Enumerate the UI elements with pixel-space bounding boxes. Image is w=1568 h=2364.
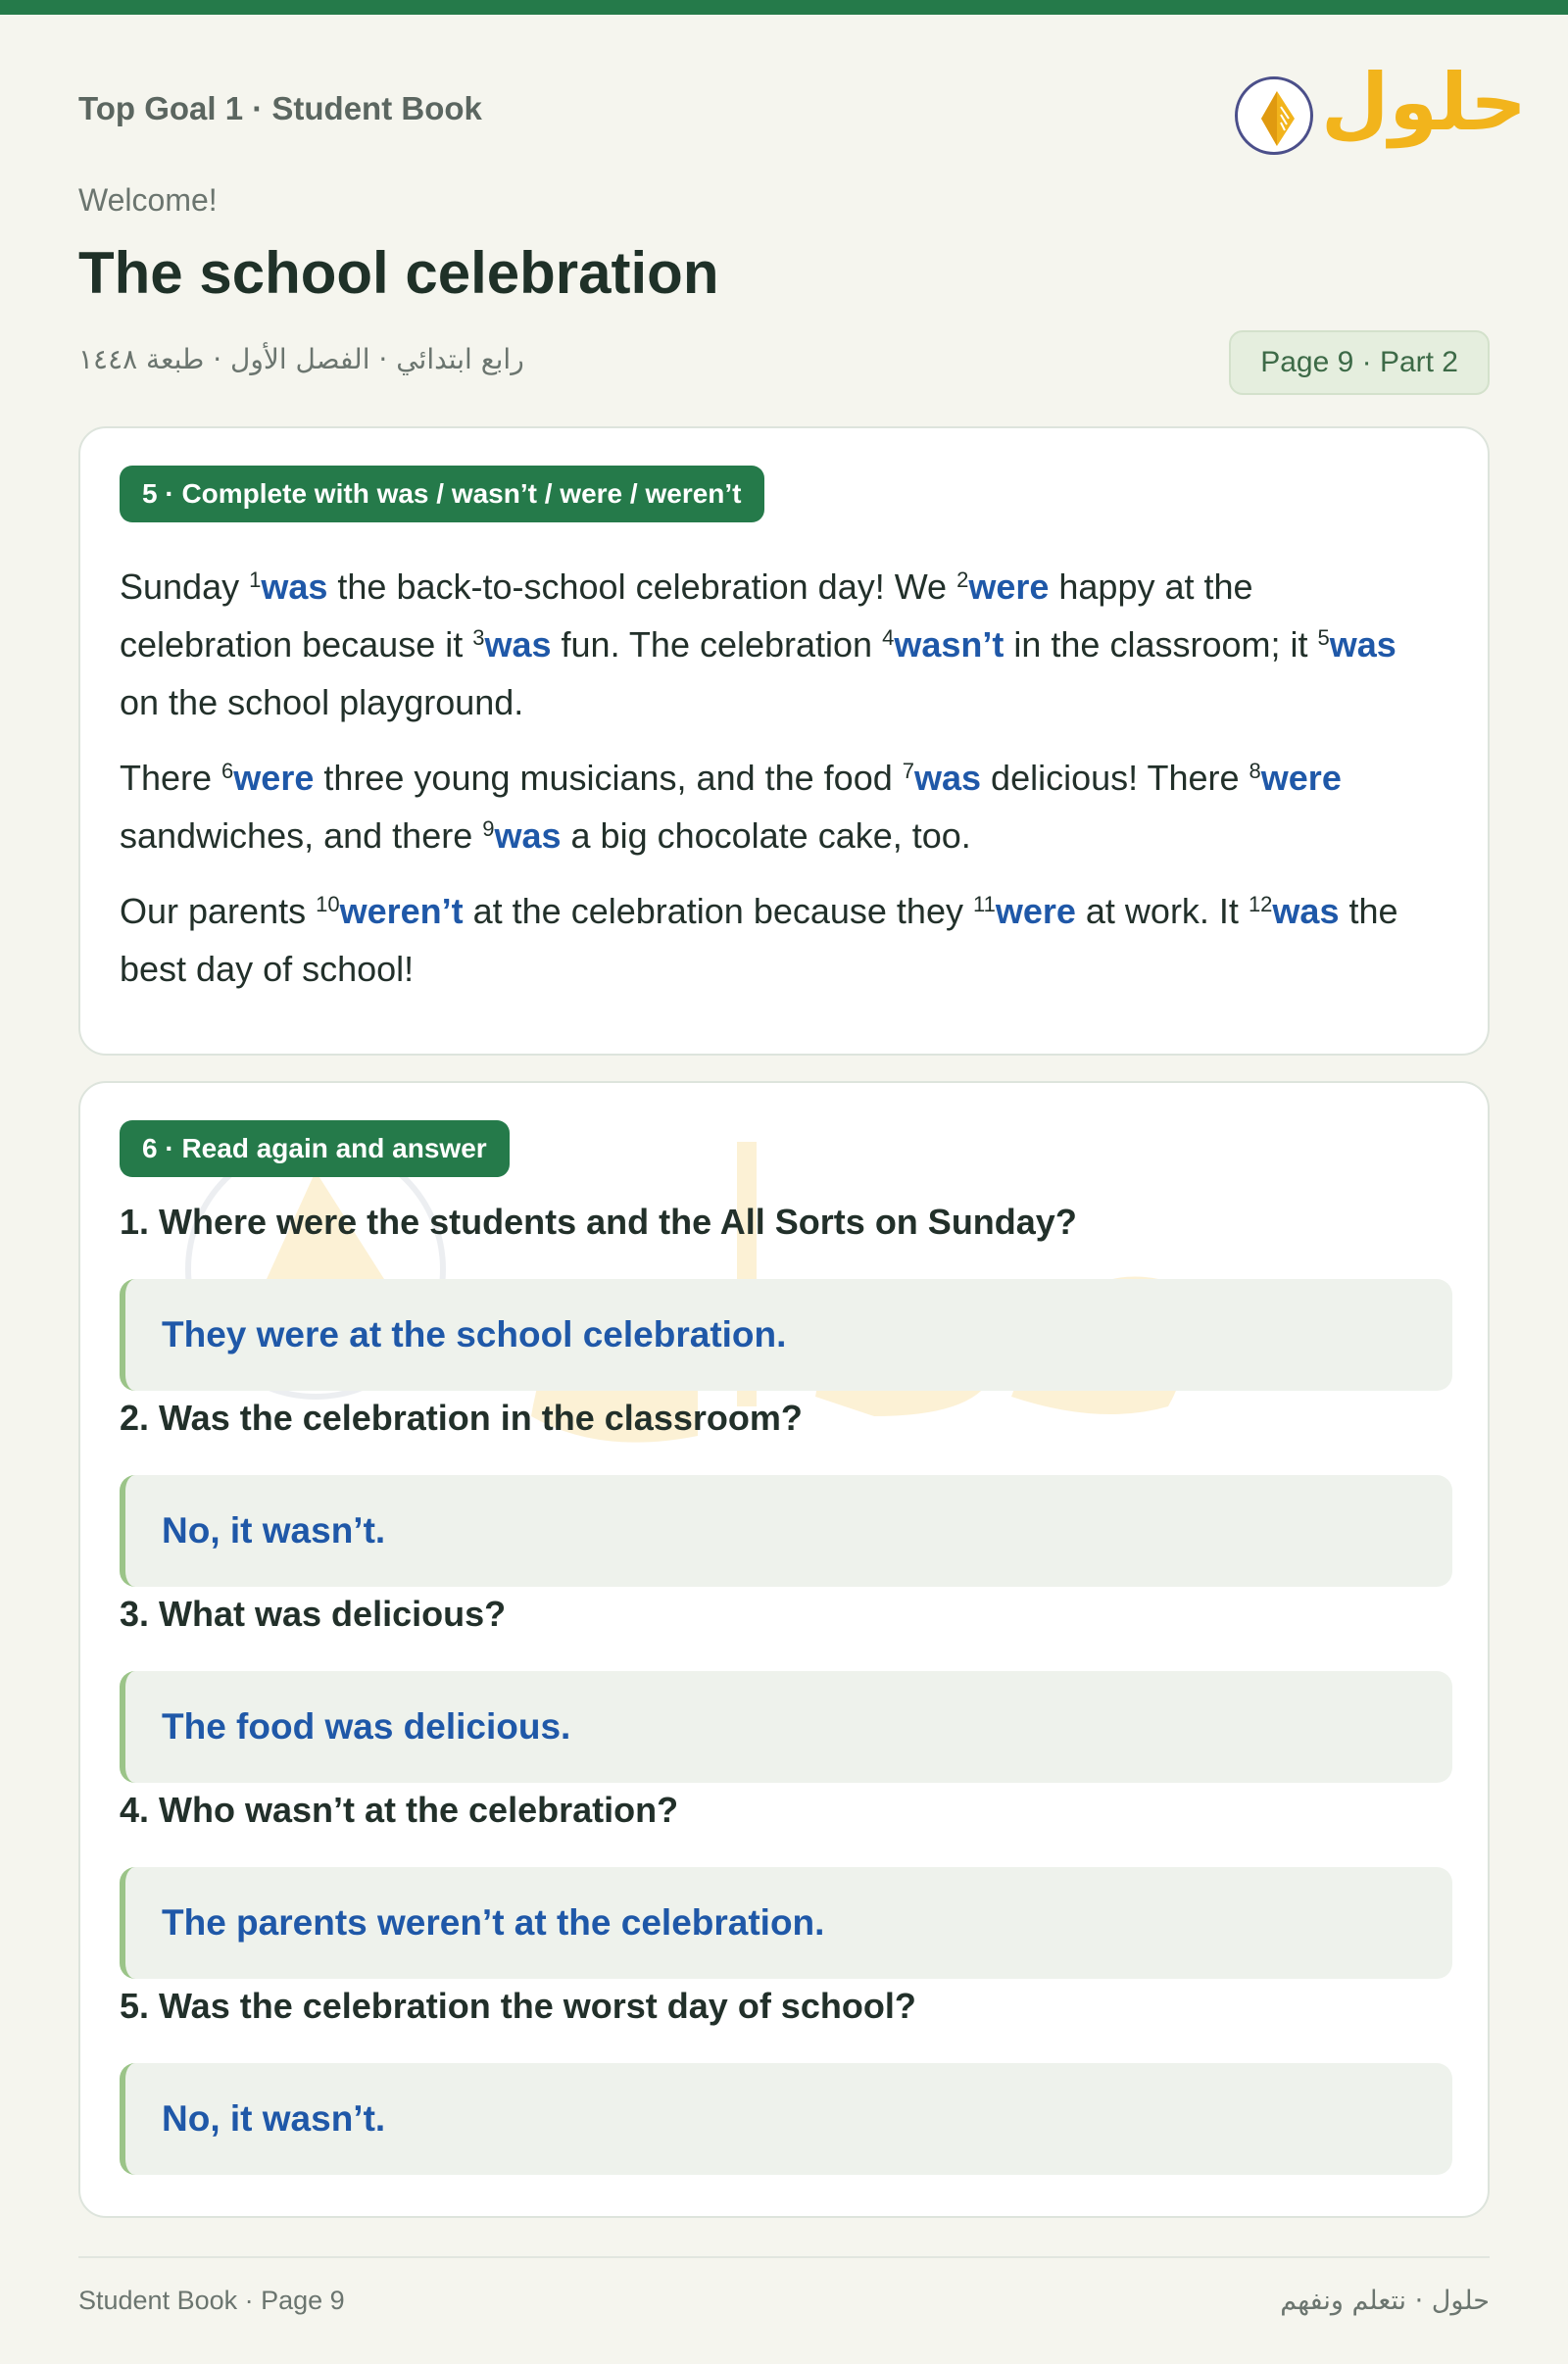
passage-text: on the school playground. xyxy=(120,682,524,722)
passage-paragraph-2 xyxy=(120,749,1433,864)
hulul-logo xyxy=(1235,57,1527,161)
question-text: 2. Was the celebration in the classroom? xyxy=(120,1398,803,1438)
blank-number: 2 xyxy=(956,567,969,592)
filled-answer: wasn’t xyxy=(894,624,1004,665)
book-title: Top Goal 1 · Student Book xyxy=(78,90,482,126)
filled-answer: were xyxy=(233,758,315,798)
answer-box: They were at the school celebration. xyxy=(120,1279,1452,1391)
passage-text: the best day of school! xyxy=(120,891,1398,989)
exercise-5-card xyxy=(78,426,1490,1056)
filled-answer: were xyxy=(995,891,1076,931)
question-text: 3. What was delicious? xyxy=(120,1594,507,1634)
exercise-5-badge: 5 · Complete with was / wasn’t / were / weren’t xyxy=(120,466,764,522)
page-title: The school celebration xyxy=(78,240,719,306)
footer-tagline: حلول · نتعلم ونفهم xyxy=(1280,2286,1490,2316)
passage-text: Our parents xyxy=(120,891,317,931)
qa-item xyxy=(120,1391,1452,1587)
answer-box: The food was delicious. xyxy=(120,1671,1452,1783)
footer-divider xyxy=(78,2256,1490,2258)
qa-item xyxy=(120,1783,1452,1979)
passage-text: fun. The celebration xyxy=(551,624,883,665)
filled-answer: was xyxy=(914,758,982,798)
qa-item xyxy=(120,1979,1452,2175)
passage-text: at work. It xyxy=(1075,891,1249,931)
exercise-6-card xyxy=(78,1081,1490,2218)
blank-number: 8 xyxy=(1249,759,1261,783)
exercise-6-badge: 6 · Read again and answer xyxy=(120,1120,510,1177)
book-emblem-icon xyxy=(1235,76,1313,155)
exercise-5-passage xyxy=(120,558,1433,1015)
question-text: 5. Was the celebration the worst day of school? xyxy=(120,1986,916,2026)
logo-wordmark: حلول xyxy=(1321,57,1527,148)
question-text: 4. Who wasn’t at the celebration? xyxy=(120,1790,679,1830)
blank-number: 1 xyxy=(249,567,262,592)
blank-number: 7 xyxy=(902,759,914,783)
filled-answer: was xyxy=(261,566,328,607)
answer-box: The parents weren’t at the celebration. xyxy=(120,1867,1452,1979)
passage-text: happy at the celebration because it xyxy=(120,566,1253,665)
question-text: 1. Where were the students and the All Sorts on Sunday? xyxy=(120,1202,1077,1242)
blank-number: 4 xyxy=(882,625,895,650)
filled-answer: was xyxy=(494,815,562,856)
blank-number: 6 xyxy=(221,759,234,783)
top-accent-bar xyxy=(0,0,1568,15)
filled-answer: were xyxy=(1260,758,1342,798)
answer-box: No, it wasn’t. xyxy=(120,2063,1452,2175)
footer-page-label: Student Book · Page 9 xyxy=(78,2286,345,2315)
passage-text: There xyxy=(120,758,222,798)
passage-text: at the celebration because they xyxy=(463,891,973,931)
filled-answer: was xyxy=(1329,624,1396,665)
blank-number: 10 xyxy=(316,892,340,916)
grade-subtitle: رابع ابتدائي · الفصل الأول · طبعة ١٤٤٨ xyxy=(78,343,524,375)
filled-answer: was xyxy=(1272,891,1340,931)
filled-answer: weren’t xyxy=(339,891,464,931)
passage-text: delicious! There xyxy=(981,758,1250,798)
passage-paragraph-3 xyxy=(120,882,1433,998)
passage-text: a big chocolate cake, too. xyxy=(561,815,971,856)
blank-number: 11 xyxy=(972,892,996,916)
blank-number: 12 xyxy=(1248,892,1273,916)
filled-answer: was xyxy=(484,624,552,665)
passage-text: the back-to-school celebration day! We xyxy=(327,566,957,607)
answer-box: No, it wasn’t. xyxy=(120,1475,1452,1587)
blank-number: 9 xyxy=(482,816,495,841)
page-header xyxy=(78,57,1527,148)
blank-number: 5 xyxy=(1317,625,1330,650)
page-part-pill: Page 9 · Part 2 xyxy=(1229,330,1490,395)
passage-text: Sunday xyxy=(120,566,250,607)
qa-item xyxy=(120,1587,1452,1783)
passage-text: three young musicians, and the food xyxy=(314,758,903,798)
passage-text: sandwiches, and there xyxy=(120,815,483,856)
welcome-label: Welcome! xyxy=(78,182,218,218)
passage-paragraph-1 xyxy=(120,558,1433,731)
qa-item xyxy=(120,1195,1452,1391)
blank-number: 3 xyxy=(472,625,485,650)
filled-answer: were xyxy=(968,566,1050,607)
passage-text: in the classroom; it xyxy=(1004,624,1318,665)
